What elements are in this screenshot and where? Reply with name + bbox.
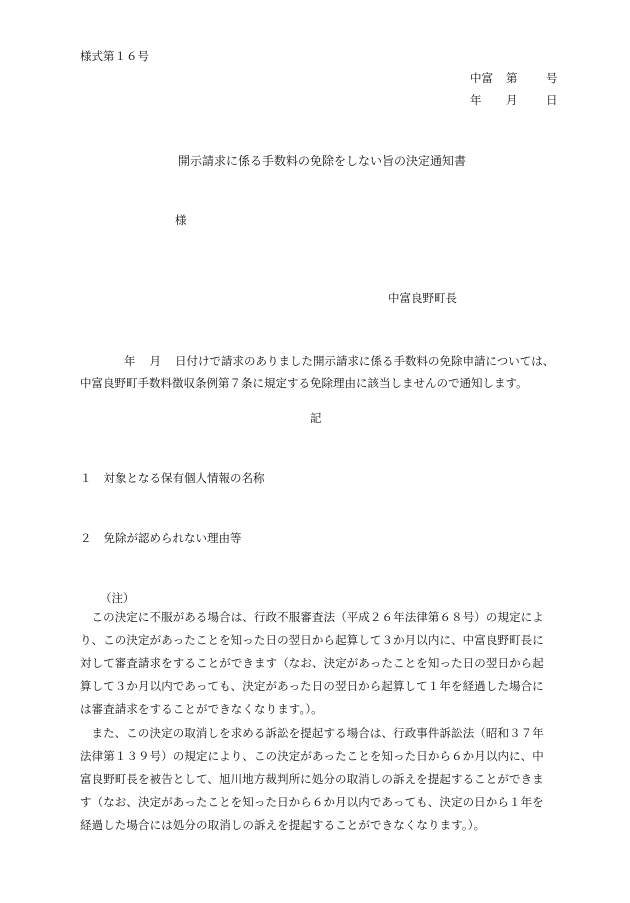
list-item: [80, 530, 242, 546]
doc-number-dai: 第: [506, 71, 518, 85]
addressee: 様: [175, 213, 187, 227]
body-year: 年: [124, 354, 136, 368]
notice-body: [80, 350, 555, 394]
item-number: ２: [80, 531, 92, 545]
list-item: [80, 470, 265, 486]
note-paragraph: この決定に不服がある場合は、行政不服審査法（平成２６年法律第６８号）の規定により、この決定があったことを知った日の翌日から起算して３か月以内に、中富良野町長に対して審査請求をすることができます（なお、決定があったことを知った日の翌日から起算して３か月以内であっても、決定があった日の翌日から起算して１年を経過した場合には審査請求をすることができなくなります。）。: [80, 610, 544, 716]
document-title: 開示請求に係る手数料の免除をしない旨の決定通知書: [178, 154, 467, 168]
form-number: 様式第１６号: [80, 49, 149, 63]
document-date: [470, 92, 558, 108]
item-label: 対象となる保有個人情報の名称: [103, 471, 265, 485]
document-number: [470, 70, 558, 86]
item-number: １: [80, 471, 92, 485]
doc-number-prefix: 中富: [470, 71, 493, 85]
note-heading: （注）: [100, 591, 135, 605]
body-text: 日付けで請求のありました開示請求に係る手数料の免除申請については、中富良野町手数料徴収条例第７条に規定する免除理由に該当しませんので通知します。: [80, 354, 555, 390]
body-month: 月: [149, 354, 161, 368]
date-month: 月: [506, 93, 518, 107]
item-label: 免除が認められない理由等: [103, 531, 242, 545]
date-year: 年: [470, 93, 482, 107]
ki-heading: 記: [310, 411, 322, 425]
doc-number-go: 号: [546, 71, 558, 85]
sender: 中富良野町長: [388, 291, 457, 305]
note-paragraph: また、この決定の取消しを求める訴訟を提起する場合は、行政事件訴訟法（昭和３７年法律第１３９号）の規定により、この決定があったことを知った日から６か月以内に、中富良野町長を被告として、旭川地方裁判所に処分の取消しの訴えを提起することができます（なお、決定があったことを知った日から６か月以内であっても、決定の日から１年を経過した場合には処分の取消しの訴えを提起することができなくなります。）。: [80, 726, 544, 832]
date-day: 日: [546, 93, 558, 107]
